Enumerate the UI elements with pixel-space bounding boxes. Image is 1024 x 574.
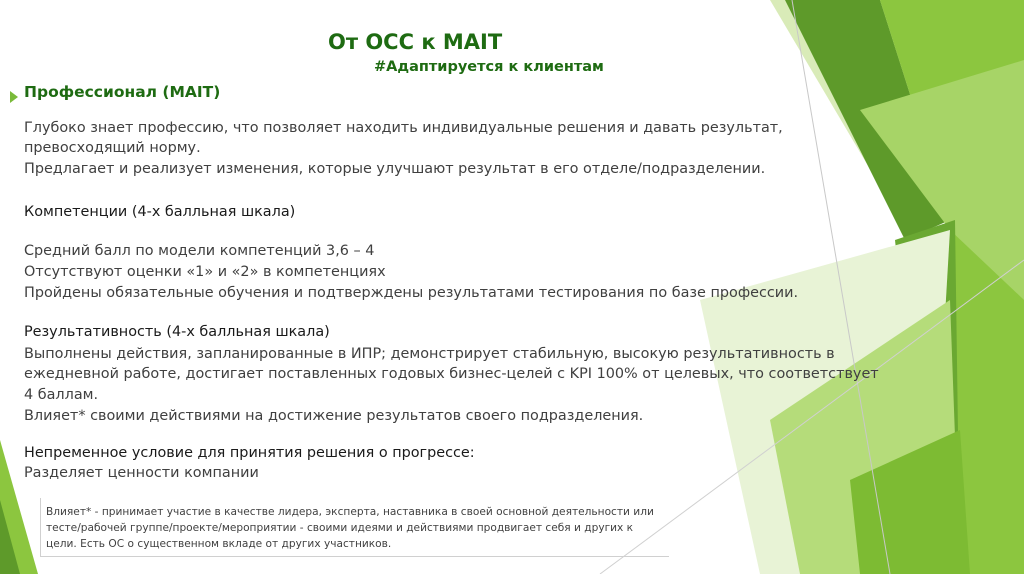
slide-title: От ОСС к MAIT bbox=[328, 30, 503, 54]
description-line: превосходящий норму. bbox=[24, 140, 201, 156]
bullet-arrow-icon bbox=[10, 91, 18, 103]
description-line: Глубоко знает профессию, что позволяет находить индивидуальные решения и давать результат, bbox=[24, 120, 783, 136]
footnote-line: Влияет* - принимает участие в качестве лидера, эксперта, наставника в своей основной деятельности или bbox=[46, 506, 654, 518]
footnote-line: цели. Есть ОС о существенном вкладе от других участников. bbox=[46, 538, 392, 550]
competencies-heading: Компетенции (4-х балльная шкала) bbox=[24, 204, 296, 220]
performance-line: Влияет* своими действиями на достижение результатов своего подразделения. bbox=[24, 408, 644, 424]
description-line: Предлагает и реализует изменения, которые улучшают результат в его отделе/подразделении. bbox=[24, 161, 766, 177]
slide-subtitle: #Адаптируется к клиентам bbox=[374, 59, 604, 75]
competency-item: Средний балл по модели компетенций 3,6 – 4 bbox=[24, 243, 375, 259]
condition-heading: Непременное условие для принятия решения о прогрессе: bbox=[24, 445, 475, 461]
role-heading: Профессионал (MAIT) bbox=[24, 83, 221, 101]
competency-item: Пройдены обязательные обучения и подтверждены результатами тестирования по базе профессии. bbox=[24, 285, 799, 301]
performance-line: 4 баллам. bbox=[24, 387, 99, 403]
performance-heading: Результативность (4-х балльная шкала) bbox=[24, 324, 330, 340]
performance-line: Выполнены действия, запланированные в ИПР; демонстрирует стабильную, высокую результативность в bbox=[24, 346, 835, 362]
condition-text: Разделяет ценности компании bbox=[24, 465, 259, 481]
performance-line: ежедневной работе, достигает поставленных годовых бизнес-целей с KPI 100% от целевых, что соответствует bbox=[24, 366, 879, 382]
footnote-line: тесте/рабочей группе/проекте/мероприятии - своими идеями и действиями продвигает себя и других к bbox=[46, 522, 634, 534]
competency-item: Отсутствуют оценки «1» и «2» в компетенциях bbox=[24, 264, 386, 280]
